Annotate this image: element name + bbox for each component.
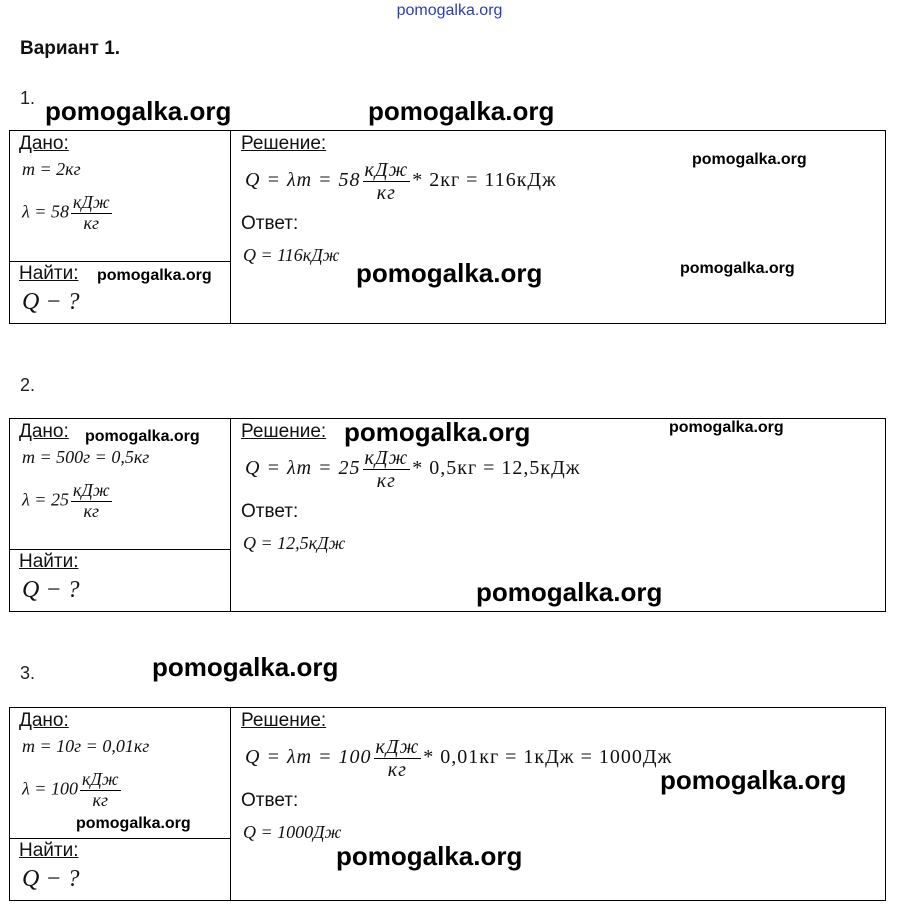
answer-value: Q = 12,5кДж: [243, 533, 346, 553]
find-label: Найти:: [19, 840, 79, 861]
formula-denominator: кг: [387, 759, 407, 781]
lambda-denominator: кг: [83, 500, 99, 521]
solution-label: Решение:: [241, 710, 327, 731]
given-mass: m = 500г = 0,5кг: [22, 447, 150, 467]
problem-1-number: 1.: [20, 88, 36, 108]
watermark: pomogalka.org: [97, 267, 212, 284]
solution-formula: [245, 159, 557, 204]
watermark: pomogalka.org: [344, 417, 531, 447]
watermark: pomogalka.org: [356, 258, 543, 288]
formula-denominator: кг: [376, 470, 396, 492]
watermark: pomogalka.org: [660, 765, 847, 795]
given-label: Дано:: [19, 133, 69, 154]
given-lambda: [22, 193, 114, 234]
watermark: pomogalka.org: [368, 96, 555, 126]
formula-left: Q = λm = 25: [245, 457, 361, 480]
find-quantity: Q − ?: [22, 866, 80, 892]
problem-2-find-cell: [10, 549, 230, 611]
lambda-prefix: λ = 25: [22, 489, 69, 510]
lambda-numerator: кДж: [72, 192, 110, 212]
formula-right: * 0,5кг = 12,5кДж: [412, 457, 581, 480]
watermark: pomogalka.org: [152, 652, 339, 682]
problem-3-find-cell: [10, 838, 230, 900]
formula-fraction: [363, 159, 411, 204]
answer-label: Ответ:: [241, 213, 299, 234]
formula-left: Q = λm = 58: [245, 169, 361, 192]
lambda-denominator: кг: [92, 789, 108, 810]
watermark: pomogalka.org: [336, 841, 523, 871]
problem-1-given-cell: [10, 131, 230, 262]
variant-title: Вариант 1.: [20, 38, 121, 59]
formula-numerator: кДж: [375, 736, 420, 758]
problem-1-left-column: [10, 131, 231, 323]
formula-right: * 2кг = 116кДж: [412, 169, 557, 192]
problem-3-given-cell: [10, 708, 230, 839]
formula-denominator: кг: [376, 182, 396, 204]
formula-right: * 0,01кг = 1кДж = 1000Дж: [423, 746, 673, 769]
problem-3-table: [9, 707, 886, 901]
answer-label: Ответ:: [241, 501, 299, 522]
formula-numerator: кДж: [364, 159, 409, 181]
lambda-prefix: λ = 100: [22, 778, 78, 799]
lambda-numerator: кДж: [81, 769, 119, 789]
watermark: pomogalka.org: [85, 428, 200, 445]
given-lambda: [22, 481, 114, 522]
lambda-numerator: кДж: [72, 480, 110, 500]
find-quantity: Q − ?: [22, 577, 80, 603]
find-quantity: Q − ?: [22, 289, 80, 315]
watermark: pomogalka.org: [45, 96, 232, 126]
formula-fraction: [363, 447, 411, 492]
watermark: pomogalka.org: [476, 577, 663, 607]
solution-formula: [245, 447, 581, 492]
solution-label: Решение:: [241, 133, 327, 154]
site-header-link[interactable]: pomogalka.org: [396, 2, 503, 19]
problem-2-solution-cell: [231, 419, 885, 611]
problem-2-left-column: [10, 419, 231, 611]
solution-label: Решение:: [241, 421, 327, 442]
given-lambda: [22, 770, 123, 811]
watermark: pomogalka.org: [76, 815, 191, 832]
problem-1-table: [9, 130, 886, 324]
problem-1-find-cell: [10, 261, 230, 323]
problem-3-left-column: [10, 708, 231, 900]
problem-2-given-cell: [10, 419, 230, 550]
lambda-denominator: кг: [83, 212, 99, 233]
watermark: pomogalka.org: [669, 419, 784, 436]
problem-1-solution-cell: [231, 131, 885, 323]
lambda-fraction: [71, 193, 112, 234]
formula-fraction: [374, 736, 422, 781]
watermark: pomogalka.org: [680, 260, 795, 277]
find-label: Найти:: [19, 551, 79, 572]
problem-2-number: 2.: [20, 375, 36, 395]
formula-left: Q = λm = 100: [245, 746, 372, 769]
given-mass: m = 10г = 0,01кг: [22, 736, 150, 756]
watermark: pomogalka.org: [692, 151, 807, 168]
problem-3-number: 3.: [20, 663, 36, 683]
find-label: Найти:: [19, 263, 79, 284]
given-mass: m = 2кг: [22, 159, 81, 179]
formula-numerator: кДж: [364, 447, 409, 469]
lambda-fraction: [80, 770, 121, 811]
given-label: Дано:: [19, 421, 69, 442]
lambda-fraction: [71, 481, 112, 522]
problem-2-table: [9, 418, 886, 612]
given-label: Дано:: [19, 710, 69, 731]
answer-value: Q = 116кДж: [243, 245, 340, 265]
lambda-prefix: λ = 58: [22, 201, 69, 222]
solution-formula: [245, 736, 672, 781]
answer-label: Ответ:: [241, 790, 299, 811]
answer-value: Q = 1000Дж: [243, 822, 342, 842]
problem-3-solution-cell: [231, 708, 885, 900]
